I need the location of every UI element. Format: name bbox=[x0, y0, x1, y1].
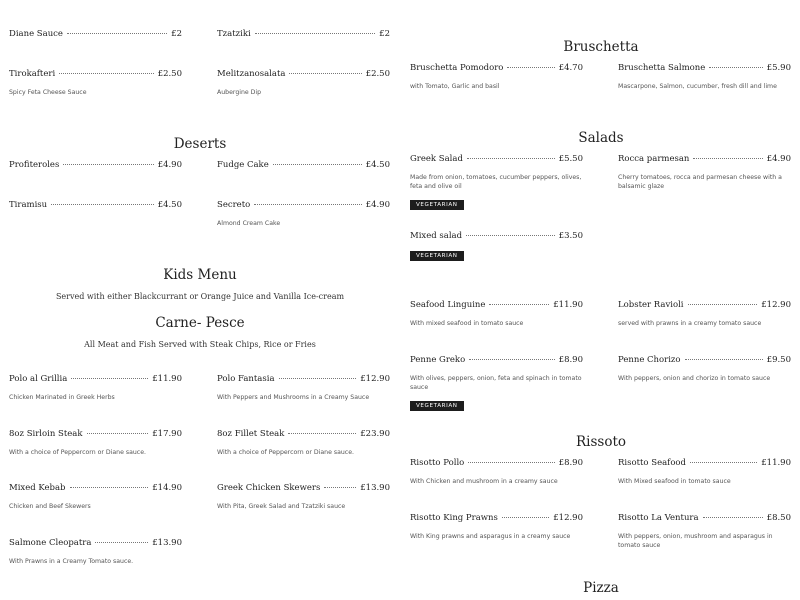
menu-item bbox=[9, 69, 182, 97]
menu-item bbox=[618, 458, 791, 486]
item-price: £9.50 bbox=[766, 355, 791, 365]
item-price: £12.90 bbox=[553, 513, 583, 523]
menu-item bbox=[217, 374, 390, 402]
item-description: With Pita, Greek Salad and Tzatziki sauce bbox=[217, 503, 346, 510]
item-name: Secreto bbox=[217, 200, 251, 210]
item-description: With Prawns in a Creamy Tomato sauce. bbox=[9, 558, 134, 565]
item-name: Profiteroles bbox=[9, 160, 60, 170]
item-description: Chicken and Beef Skewers bbox=[9, 503, 91, 510]
item-description: With Chicken and mushroom in a creamy sauce bbox=[410, 478, 558, 485]
item-price: £13.90 bbox=[360, 483, 390, 493]
item-name: Mixed Kebab bbox=[9, 483, 66, 493]
item-description: With a choice of Peppercorn or Diane sauce. bbox=[217, 449, 354, 456]
menu-item bbox=[410, 300, 583, 328]
menu-item bbox=[217, 429, 390, 457]
item-price: £4.70 bbox=[558, 63, 583, 73]
menu-item bbox=[618, 513, 791, 550]
item-price: £4.90 bbox=[766, 154, 791, 164]
item-price: £14.90 bbox=[152, 483, 182, 493]
item-price: £11.90 bbox=[553, 300, 583, 310]
item-price: £11.90 bbox=[761, 458, 791, 468]
item-description: with Tomato, Garlic and basil bbox=[410, 83, 500, 90]
section-heading-salads: Salads bbox=[578, 130, 624, 146]
item-name: Greek Salad bbox=[410, 154, 463, 164]
menu-item bbox=[410, 231, 583, 261]
item-name: Risotto La Ventura bbox=[618, 513, 699, 523]
item-description: served with prawns in a creamy tomato sauce bbox=[618, 320, 762, 327]
section-heading-pizza: Pizza bbox=[583, 580, 619, 596]
menu-item bbox=[618, 63, 791, 91]
menu-item bbox=[9, 374, 182, 402]
section-heading-kids-menu: Kids Menu bbox=[163, 267, 237, 283]
menu-item bbox=[410, 154, 583, 210]
vegetarian-badge: VEGETARIAN bbox=[410, 251, 464, 261]
section-heading-rissoto: Rissoto bbox=[575, 434, 627, 450]
item-name: Tiramisu bbox=[9, 200, 48, 210]
item-name: Risotto King Prawns bbox=[410, 513, 498, 523]
item-name: Bruschetta Salmone bbox=[618, 63, 706, 73]
item-name: Risotto Pollo bbox=[410, 458, 465, 468]
item-price: £23.90 bbox=[360, 429, 390, 439]
menu-item bbox=[9, 160, 182, 171]
item-name: Rocca parmesan bbox=[618, 154, 690, 164]
item-name: Polo Fantasia bbox=[217, 374, 275, 384]
menu-item bbox=[217, 200, 390, 228]
section-heading-deserts: Deserts bbox=[173, 136, 227, 152]
menu-item bbox=[9, 200, 182, 211]
item-price: £11.90 bbox=[152, 374, 182, 384]
section-heading-bruschetta: Bruschetta bbox=[563, 39, 639, 55]
item-description: With King prawns and asparagus in a creamy sauce bbox=[410, 533, 571, 540]
item-name: Fudge Cake bbox=[217, 160, 269, 170]
item-name: Tzatziki bbox=[217, 29, 251, 39]
item-description: Aubergine Dip bbox=[217, 89, 262, 96]
item-price: £2.50 bbox=[365, 69, 390, 79]
item-price: £8.50 bbox=[766, 513, 791, 523]
item-price: £4.90 bbox=[365, 200, 390, 210]
menu-item bbox=[410, 355, 583, 411]
item-price: £12.90 bbox=[360, 374, 390, 384]
item-description: With Mixed seafood in tomato sauce bbox=[618, 478, 731, 485]
item-description: With Peppers and Mushrooms in a Creamy Sauce bbox=[217, 394, 370, 401]
kids-menu-subtitle: Served with either Blackcurrant or Orange Juice and Vanilla Ice-cream bbox=[55, 292, 345, 301]
item-price: £4.90 bbox=[157, 160, 182, 170]
vegetarian-badge: VEGETARIAN bbox=[410, 401, 464, 411]
item-description: With peppers, onion and chorizo in tomato sauce bbox=[618, 375, 771, 382]
menu-item bbox=[410, 458, 583, 486]
menu-item bbox=[9, 538, 182, 566]
item-price: £5.50 bbox=[558, 154, 583, 164]
item-name: Diane Sauce bbox=[9, 29, 63, 39]
item-description: Almond Cream Cake bbox=[217, 220, 281, 227]
item-description: With mixed seafood in tomato sauce bbox=[410, 320, 524, 327]
item-name: Polo al Grillia bbox=[9, 374, 68, 384]
menu-item bbox=[410, 63, 583, 91]
carne-pesce-subtitle: All Meat and Fish Served with Steak Chips, Rice or Fries bbox=[84, 340, 316, 349]
item-price: £3.50 bbox=[558, 231, 583, 241]
item-name: Salmone Cleopatra bbox=[9, 538, 92, 548]
item-description: Chicken Marinated in Greek Herbs bbox=[9, 394, 115, 401]
item-name: Greek Chicken Skewers bbox=[217, 483, 321, 493]
menu-item bbox=[217, 160, 390, 171]
item-name: Penne Chorizo bbox=[618, 355, 681, 365]
menu-item bbox=[618, 154, 791, 191]
item-description: Spicy Feta Cheese Sauce bbox=[9, 89, 87, 96]
item-description: With olives, peppers, onion, feta and spinach in tomato sauce bbox=[410, 375, 582, 391]
vegetarian-badge: VEGETARIAN bbox=[410, 200, 464, 210]
item-name: Risotto Seafood bbox=[618, 458, 686, 468]
section-heading-carne-pesce: Carne- Pesce bbox=[155, 315, 245, 331]
item-price: £2 bbox=[171, 29, 182, 39]
item-description: Cherry tomatoes, rocca and parmesan cheese with a balsamic glaze bbox=[618, 174, 782, 190]
menu-item bbox=[9, 483, 182, 511]
menu-item bbox=[217, 29, 390, 40]
item-price: £2.50 bbox=[157, 69, 182, 79]
item-description: With peppers, onion, mushroom and asparagus in tomato sauce bbox=[618, 533, 773, 549]
menu-item bbox=[618, 355, 791, 383]
item-name: Tirokafteri bbox=[9, 69, 56, 79]
item-price: £2 bbox=[379, 29, 390, 39]
menu-item bbox=[618, 300, 791, 328]
menu-item bbox=[217, 69, 390, 97]
item-price: £8.90 bbox=[558, 355, 583, 365]
menu-item bbox=[9, 29, 182, 40]
item-name: Mixed salad bbox=[410, 231, 463, 241]
item-name: Penne Greko bbox=[410, 355, 466, 365]
item-description: With a choice of Peppercorn or Diane sauce. bbox=[9, 449, 146, 456]
item-name: 8oz Fillet Steak bbox=[217, 429, 285, 439]
item-price: £5.90 bbox=[766, 63, 791, 73]
item-name: Lobster Ravioli bbox=[618, 300, 684, 310]
item-price: £8.90 bbox=[558, 458, 583, 468]
item-description: Made from onion, tomatoes, cucumber peppers, olives, feta and olive oil bbox=[410, 174, 582, 190]
item-price: £13.90 bbox=[152, 538, 182, 548]
item-name: Bruschetta Pomodoro bbox=[410, 63, 504, 73]
menu-item bbox=[9, 429, 182, 457]
item-name: Seafood Linguine bbox=[410, 300, 486, 310]
item-price: £17.90 bbox=[152, 429, 182, 439]
menu-item bbox=[410, 513, 583, 541]
menu-item bbox=[217, 483, 390, 511]
item-price: £4.50 bbox=[365, 160, 390, 170]
item-name: 8oz Sirloin Steak bbox=[9, 429, 83, 439]
item-name: Melitzanosalata bbox=[217, 69, 286, 79]
item-description: Mascarpone, Salmon, cucumber, fresh dill and lime bbox=[618, 83, 777, 90]
item-price: £4.50 bbox=[157, 200, 182, 210]
item-price: £12.90 bbox=[761, 300, 791, 310]
